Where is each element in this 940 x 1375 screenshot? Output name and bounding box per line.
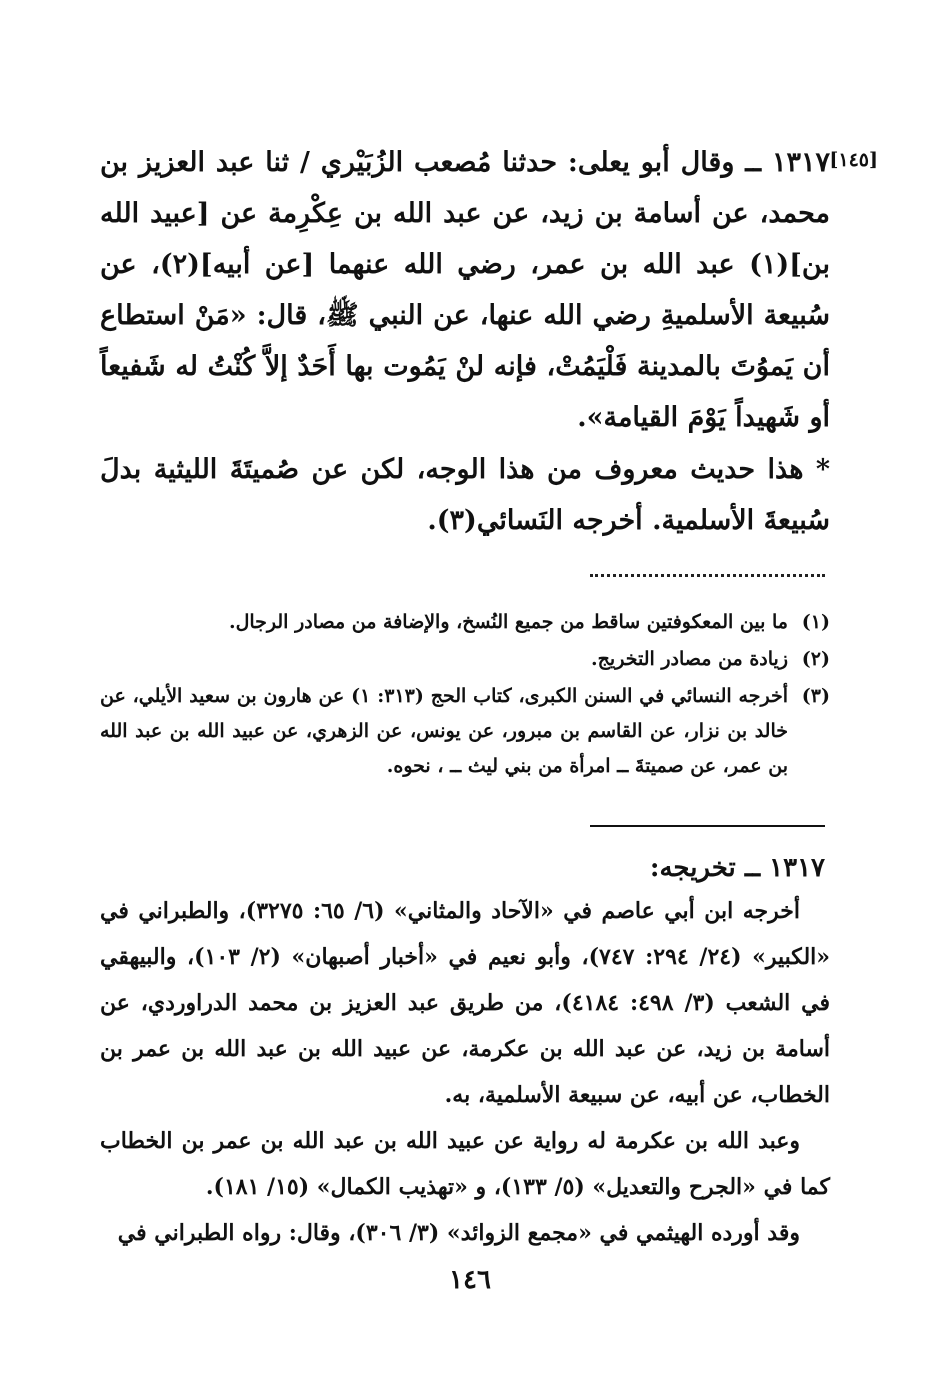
section-divider [590, 825, 825, 827]
takhrij-paragraph: وعبد الله بن عكرمة له رواية عن عبيد الله بن عبد الله بن عمر بن الخطاب كما في «الجرح والتعديل» (٥/ ١٣٣)، و «تهذيب الكمال» (١٥/ ١٨١). [100, 1128, 830, 1200]
page-number: ١٤٦ [449, 1265, 491, 1295]
hadith-paragraph: ١٣١٧ ــ وقال أبو يعلى: حدثنا مُصعب الزُبَيْري / ثنا عبد العزيز بن محمد، عن أسامة بن زيد، عن عبد الله بن عِكْرِمة عن [عبيد الله بن](١) عبد الله بن عمر، رضي الله عنهما [عن أبيه](٢)، عن سُبيعة الأسلميةِ رضي الله عنها، عن النبي ﷺ، قال: «مَنْ استطاع أن يَموُتَ بالمدينة فَلْيَمُتْ، فإنه لنْ يَمُوت بها أَحَدٌ إلاَّ كُنْتُ له شَفيعاً أو شَهيداً يَوْمَ القيامة». [100, 147, 830, 433]
footnote-item [100, 679, 830, 784]
footnotes [100, 605, 830, 786]
takhrij-paragraph: أخرجه ابن أبي عاصم في «الآحاد والمثاني» (٦/ ٦٥: ٣٢٧٥)، والطبراني في «الكبير» (٢٤/ ٢٩٤: ٧٤٧)، وأبو نعيم في «أخبار أصبهان» (٢/ ١٠٣)، والبيهقي في الشعب (٣/ ٤٩٨: ٤١٨٤)، من طريق عبد العزيز بن محمد الدراوردي، عن أسامة بن زيد، عن عبد الله بن عكرمة، عن عبيد الله بن عبد الله بن عمر بن الخطاب، عن أبيه، عن سبيعة الأسلمية، به. [100, 898, 831, 1108]
footnote-number: (١) [801, 611, 830, 633]
footnote-number: (٣) [801, 685, 830, 707]
footnote-number: (٢) [801, 648, 830, 670]
takhrij-heading: ١٣١٧ ــ تخريجه: [649, 853, 825, 883]
manuscript-page-reference: [١٤٥] [829, 149, 878, 171]
footnote-item [100, 605, 830, 640]
footnote-separator [590, 574, 825, 577]
takhrij-paragraph: وقد أورده الهيثمي في «مجمع الزوائد» (٣/ ٣٠٦)، وقال: رواه الطبراني في [117, 1220, 800, 1246]
footnote-text: ما بين المعكوفتين ساقط من جميع النُسخ، والإضافة من مصادر الرجال. [228, 611, 788, 633]
footnote-text: زيادة من مصادر التخريج. [591, 648, 788, 670]
hadith-comment: * هذا حديث معروف من هذا الوجه، لكن عن صُميتَةَ الليثية بدلَ سُبيعةَ الأسلمية. أخرجه النَسائي(٣). [100, 454, 830, 536]
footnote-text: أخرجه النسائي في السنن الكبرى، كتاب الحج (٣١٣: ١) عن هارون بن سعيد الأيلي، عن خالد بن نزار، عن القاسم بن مبرور، عن يونس، عن الزهري، عن عبيد الله بن عبد الله بن عمر، عن صميتةَ ــ امرأة من بني ليث ــ ، نحوه. [100, 685, 788, 777]
footnote-item [100, 642, 830, 677]
takhrij-section [100, 888, 830, 1256]
